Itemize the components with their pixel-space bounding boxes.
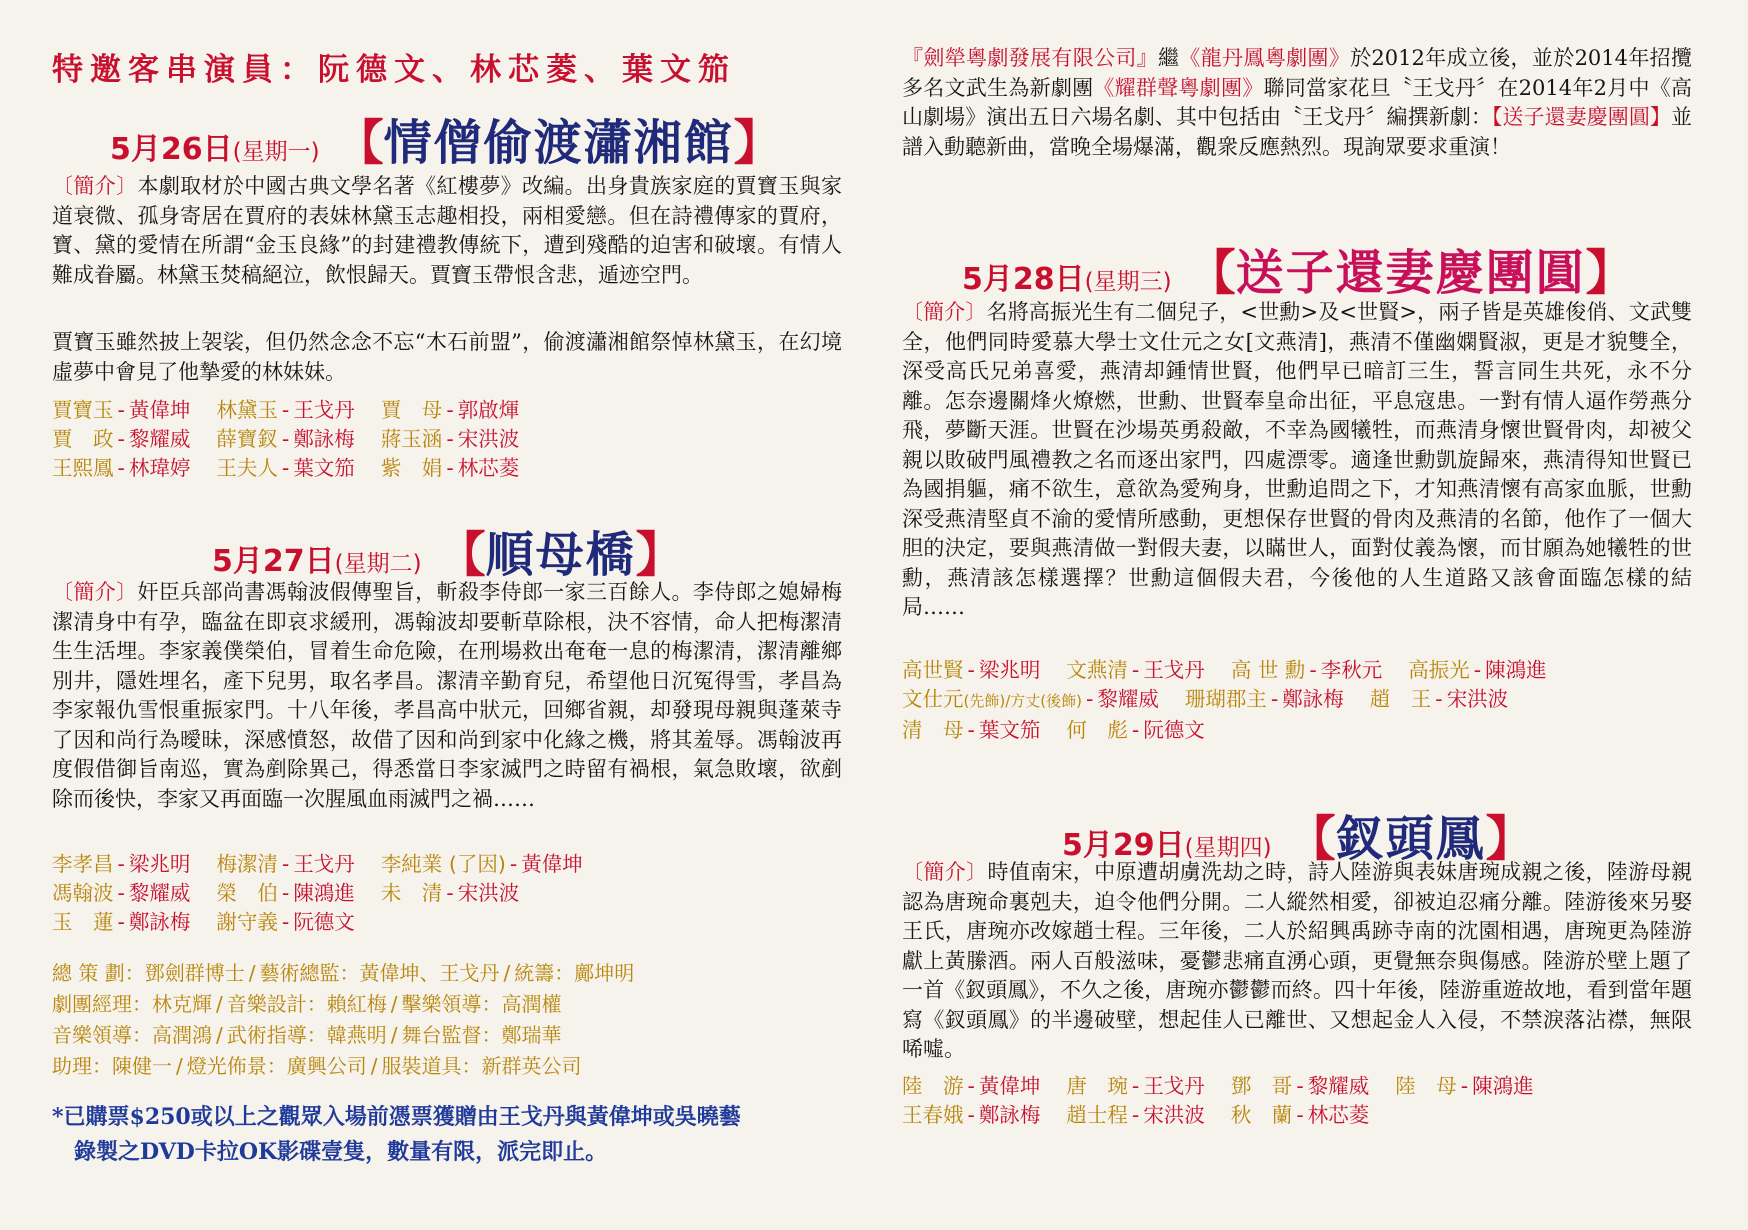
role-name: 何 彪 <box>1066 718 1128 742</box>
credit-value: 新群英公司 <box>481 1054 582 1078</box>
cast-entry <box>52 454 190 483</box>
intro-label: 〔簡介〕 <box>52 174 138 198</box>
dvd-gift-note <box>52 1100 842 1170</box>
dash-separator: - <box>967 1074 975 1098</box>
role-name: 未 清 <box>380 881 443 905</box>
role-name: 陸 游 <box>902 1074 964 1098</box>
role-name: 謝守義 <box>216 910 278 934</box>
cast-entry <box>381 454 519 483</box>
cast-entry <box>902 656 1040 685</box>
dash-separator: - <box>1131 1103 1140 1127</box>
cast-entry <box>1066 716 1204 745</box>
bracket-close: 】 <box>1585 245 1634 301</box>
role-name: 趙 王 <box>1369 687 1432 711</box>
dash-separator: - <box>446 427 454 451</box>
bracket-open: 【 <box>1187 245 1236 301</box>
cast-entry <box>902 1101 1040 1130</box>
role-name: 王夫人 <box>216 456 278 480</box>
cast-row <box>52 850 609 879</box>
credit-separator: / <box>176 1054 183 1078</box>
cast-entry <box>1370 685 1508 716</box>
actor-name: 梁兆明 <box>128 852 191 876</box>
show4-weekday: (星期四) <box>1184 835 1272 861</box>
credit-key: 音樂領導 <box>52 1023 132 1047</box>
actor-name: 黎耀威 <box>128 881 191 905</box>
cast-entry <box>1395 1072 1533 1101</box>
intro-label: 〔簡介〕 <box>52 580 138 604</box>
cast-entry <box>381 425 519 454</box>
cast-entry <box>216 425 354 454</box>
show3-weekday: (星期三) <box>1084 269 1172 295</box>
note-line2: 錄製之DVD卡拉OK影碟壹隻，數量有限，派完即止。 <box>74 1139 608 1165</box>
role-name: 賈 母 <box>380 398 443 422</box>
dash-separator: - <box>117 852 125 876</box>
credit-row <box>52 1020 842 1051</box>
credit-value: 鄺坤明 <box>574 961 635 985</box>
cast-entry <box>381 850 583 879</box>
actor-name: 葉文笳 <box>293 456 355 480</box>
credit-colon: ： <box>481 992 502 1016</box>
show2-synopsis <box>52 578 842 814</box>
dash-separator: - <box>967 718 975 742</box>
cast-row <box>902 1101 1560 1130</box>
show1-title: 情僧偷渡瀟湘館 <box>383 115 734 171</box>
cast-entry <box>381 396 519 425</box>
dash-separator: - <box>117 881 125 905</box>
credit-separator: / <box>390 992 398 1016</box>
credit-value: 高潤權 <box>501 992 562 1016</box>
guest-performers: 特邀客串演員：阮德文、林芯菱、葉文笳 <box>52 52 736 88</box>
show2-weekday: (星期二) <box>334 551 422 577</box>
production-credits <box>52 958 842 1082</box>
cast-row <box>902 656 1573 685</box>
credit-key: 服裝道具 <box>381 1054 462 1078</box>
credit-value: 賴紅梅 <box>326 992 387 1016</box>
credit-row <box>52 958 842 989</box>
actor-name: 鄭詠梅 <box>1282 687 1344 711</box>
actor-name: 王戈丹 <box>1143 658 1205 682</box>
cast-entry <box>1066 1101 1204 1130</box>
actor-name: 黎耀威 <box>1097 687 1159 711</box>
show1-para1: 本劇取材於中國古典文學名著《紅樓夢》改編。出身貴族家庭的賈寶玉與家道衰微、孤身寄居在賈府的表妹林黛玉志趣相投，兩相愛戀。但在詩禮傳家的賈府，寶、黛的愛情在所謂“金玉良緣”的封建禮教傳統下，遭到殘酷的迫害和破壞。有情人難成眷屬。林黛玉焚稿絕泣，飲恨歸天。賈寶玉帶恨含悲，遁迹空門。 <box>52 174 843 287</box>
dash-separator: - <box>281 910 290 934</box>
dash-separator: - <box>509 852 518 876</box>
show4-synopsis <box>902 858 1692 1065</box>
show3-synopsis <box>902 298 1692 623</box>
cast-entry <box>1231 656 1382 685</box>
credit-colon: ： <box>306 992 327 1016</box>
role-name: 王春娥 <box>902 1103 964 1127</box>
bracket-open: 【 <box>437 527 486 583</box>
actor-name: 陳鴻進 <box>293 881 355 905</box>
show2-para1: 奸臣兵部尚書馮翰波假傳聖旨，斬殺李侍郎一家三百餘人。李侍郎之媳婦梅潔清身中有孕，臨盆在即哀求緩刑，馮翰波却要斬草除根，決不容情，命人把梅潔清生生活埋。李家義僕榮伯，冒着生命危險，在刑場救出奄奄一息的梅潔清，潔清離鄉別井，隱姓埋名，產下兒男，取名孝昌。潔清辛勤育兒，希望他日沉冤得雪，孝昌為李家報仇雪恨重振家門。十八年後，孝昌高中狀元，回鄉省親，却發現母親與蓬萊寺了因和尚行為曖昧，深感憤怒，故借了因和尚到家中化緣之機，將其羞辱。馮翰波再度假借御旨南巡，實為剷除異己，得悉當日李家滅門之時留有禍根，氣急敗壞，欲剷除而後快，李家又再面臨一次腥風血雨滅門之禍…… <box>52 580 843 811</box>
company-paragraph <box>902 44 1692 162</box>
cast-entry <box>1066 1072 1204 1101</box>
dash-separator: - <box>446 456 454 480</box>
dash-separator: - <box>1435 687 1443 711</box>
role-name: 薛寶釵 <box>216 427 278 451</box>
credit-colon: ： <box>554 961 575 985</box>
cast-row <box>52 425 545 454</box>
actor-name: 陳鴻進 <box>1485 658 1547 682</box>
actor-name: 郭啟煇 <box>457 398 520 422</box>
actor-name: 林芯菱 <box>1307 1103 1370 1127</box>
cast-row <box>52 396 545 425</box>
credit-key: 助理 <box>52 1054 92 1078</box>
credit-separator: / <box>248 961 256 985</box>
credit-key: 統籌 <box>514 961 555 985</box>
cast-entry <box>1231 1072 1369 1101</box>
role-name: 林黛玉 <box>216 398 278 422</box>
credit-value: 韓燕明 <box>326 1023 387 1047</box>
cast-entry <box>1231 1101 1369 1130</box>
show2-date: 5月27日 <box>212 544 335 579</box>
role-note: (先飾)/方丈(後飾) <box>963 692 1082 710</box>
dash-separator: - <box>1270 687 1279 711</box>
actor-name: 王戈丹 <box>293 398 355 422</box>
role-name: 文燕清 <box>1066 658 1128 682</box>
role-name: 趙士程 <box>1066 1103 1128 1127</box>
dash-separator: - <box>967 658 975 682</box>
credit-colon: ： <box>266 1054 287 1078</box>
role-name: 蔣玉涵 <box>380 427 443 451</box>
actor-name: 李秋元 <box>1320 658 1383 682</box>
dash-separator: - <box>1309 658 1317 682</box>
credit-separator: / <box>503 961 511 985</box>
note-line1: *已購票$250或以上之觀眾入場前憑票獲贈由王戈丹與黃偉坤或吳曉藝 <box>52 1104 741 1130</box>
cast-entry <box>902 716 1040 745</box>
actor-name: 黃偉坤 <box>128 398 191 422</box>
show3-title: 送子還妻慶團圓 <box>1235 245 1586 301</box>
credit-separator: / <box>216 992 223 1016</box>
show4-para1: 時值南宋，中原遭胡虜洗劫之時，詩人陸游與表妹唐琬成親之後，陸游母親認為唐琬命裏剋夫，迫令他們分開。二人縱然相愛，卻被迫忍痛分離。陸游後來另娶王氏，唐琬亦改嫁趙士程。三年後，二人於紹興禹跡寺南的沈園相遇，唐琬更為陸游獻上黃縢酒。兩人百般滋味，憂鬱悲痛直湧心頭，更覺無奈與傷感。陸游於壁上題了一首《釵頭鳳》，不久之後，唐琬亦鬱鬱而終。四十年後，陸游重遊故地，看到當年題寫《釵頭鳳》的半邊破壁，想起佳人已離世、又想起金人入侵，不禁淚落沾襟，無限唏噓。 <box>902 860 1693 1061</box>
role-name: 榮 伯 <box>216 881 278 905</box>
credit-row <box>52 989 842 1020</box>
credit-value: 黃偉坤、王戈丹 <box>359 961 500 985</box>
show1-weekday: (星期一) <box>232 139 320 165</box>
role-name: 清 母 <box>902 718 964 742</box>
show2-header <box>212 516 684 585</box>
cast-row <box>902 1072 1560 1101</box>
dash-separator: - <box>1296 1103 1304 1127</box>
role-name: 高世賢 <box>902 658 964 682</box>
cast-entry <box>216 908 354 937</box>
actor-name: 黎耀威 <box>128 427 191 451</box>
cast-entry <box>1185 685 1344 716</box>
intro-label: 〔簡介〕 <box>902 300 987 324</box>
company-text: 並譜入動聽新曲，當晚全場爆滿，觀衆反應熱烈。現詢眾要求重演！ <box>902 105 1692 159</box>
show4-date: 5月29日 <box>1062 828 1185 863</box>
credit-colon: ： <box>132 1023 152 1047</box>
credit-colon: ： <box>92 1054 112 1078</box>
dash-separator: - <box>1460 1074 1469 1098</box>
dash-separator: - <box>117 427 125 451</box>
bracket-close: 】 <box>635 527 684 583</box>
bracket-close: 】 <box>733 115 782 171</box>
role-name: 唐 琬 <box>1066 1074 1128 1098</box>
cast-entry <box>52 425 190 454</box>
show3-header <box>962 234 1634 303</box>
cast-entry <box>1408 656 1546 685</box>
actor-name: 黎耀威 <box>1307 1074 1370 1098</box>
show1-date: 5月26日 <box>110 132 233 167</box>
cast-entry <box>52 850 190 879</box>
cast-row <box>52 879 609 908</box>
role-name: 高振光 <box>1408 658 1470 682</box>
show1-cast <box>52 396 545 483</box>
role-name: 賈 政 <box>52 427 114 451</box>
show4-title: 釵頭鳳 <box>1335 811 1486 867</box>
actor-name: 阮德文 <box>293 910 355 934</box>
cast-entry <box>902 685 1159 716</box>
cast-entry <box>52 879 190 908</box>
company-name: 『劍犖粵劇發展有限公司』 <box>902 46 1159 70</box>
actor-name: 葉文笳 <box>978 718 1041 742</box>
cast-entry <box>1066 656 1204 685</box>
actor-name: 宋洪波 <box>1143 1103 1205 1127</box>
dash-separator: - <box>1296 1074 1304 1098</box>
credit-key: 舞台監督 <box>401 1023 482 1047</box>
dash-separator: - <box>117 910 125 934</box>
dash-separator: - <box>117 398 125 422</box>
credit-key: 音樂設計 <box>226 992 307 1016</box>
cast-entry <box>216 850 354 879</box>
actor-name: 王戈丹 <box>293 852 355 876</box>
company-text: 於2012年成立後，並於2014年招攬多名文武生為新劇團 <box>902 46 1693 100</box>
actor-name: 阮德文 <box>1143 718 1205 742</box>
bracket-open: 【 <box>335 115 384 171</box>
credit-value: 廣興公司 <box>286 1054 367 1078</box>
intro-label: 〔簡介〕 <box>902 860 988 884</box>
dash-separator: - <box>281 852 290 876</box>
credit-separator: / <box>390 1023 398 1047</box>
dash-separator: - <box>117 456 125 480</box>
credit-value: 鄭瑞華 <box>501 1023 562 1047</box>
role-name: 賈寶玉 <box>52 398 114 422</box>
actor-name: 鄭詠梅 <box>293 427 355 451</box>
show3-date: 5月28日 <box>962 262 1085 297</box>
credit-key: 總 策 劃 <box>52 961 125 985</box>
credit-colon: ： <box>132 992 152 1016</box>
credit-separator: / <box>370 1054 378 1078</box>
credit-value: 陳健一 <box>112 1054 172 1078</box>
role-name: 王熙鳳 <box>52 456 114 480</box>
dash-separator: - <box>1131 1074 1140 1098</box>
show2-cast <box>52 850 609 937</box>
dash-separator: - <box>281 427 290 451</box>
credit-colon: ： <box>124 961 145 985</box>
role-name: 梅潔清 <box>216 852 278 876</box>
actor-name: 陳鴻進 <box>1472 1074 1534 1098</box>
actor-name: 宋洪波 <box>1446 687 1509 711</box>
cast-entry <box>216 396 354 425</box>
actor-name: 鄭詠梅 <box>128 910 191 934</box>
role-name: 文仕元 <box>902 687 964 711</box>
credit-key: 擊樂領導 <box>401 992 482 1016</box>
actor-name: 黃偉坤 <box>521 852 583 876</box>
credit-key: 燈光佈景 <box>186 1054 267 1078</box>
credit-row <box>52 1051 842 1082</box>
credit-colon: ： <box>306 1023 327 1047</box>
dash-separator: - <box>446 398 454 422</box>
cast-row <box>902 685 1573 716</box>
credit-key: 藝術總監 <box>259 961 340 985</box>
bracket-close: 】 <box>1485 811 1534 867</box>
role-name: 高 世 勳 <box>1230 658 1306 682</box>
role-name: 珊瑚郡主 <box>1184 687 1267 711</box>
troupe-name-1: 《龍丹鳳粵劇團》 <box>1179 46 1351 70</box>
dash-separator: - <box>1473 658 1482 682</box>
actor-name: 王戈丹 <box>1143 1074 1205 1098</box>
show1-header <box>110 104 782 173</box>
new-play-title: 【送子還妻慶團圓】 <box>1491 105 1671 129</box>
company-text: 聯同當家花旦〝王戈丹〞在2014年2月中《高山劇場》演出五日六場名劇、其中包括由〝王戈丹〞編撰新劇： <box>902 75 1693 129</box>
troupe-name-2: 《耀群聲粵劇團》 <box>1093 75 1264 100</box>
show2-title: 順母橋 <box>485 527 636 583</box>
dash-separator: - <box>446 881 454 905</box>
dash-separator: - <box>1131 718 1140 742</box>
credit-key: 劇團經理 <box>52 992 132 1016</box>
show3-para1: 名將高振光生有二個兒子，<世勳>及<世賢>，兩子皆是英雄俊俏、文武雙全，他們同時愛慕大學士文仕元之女[文燕清]，燕清不僅幽嫻賢淑，更是才貌雙全，深受高氏兄弟喜愛，燕清却鍾情世賢，他們早已暗訂三生，誓言同生共死，永不分離。怎奈邊關烽火燎燃，世勳、世賢奉皇命出征，平息寇患。一對有情人逼作勞燕分飛，夢斷天涯。世賢在沙場英勇殺敵，不幸為國犧牲，而燕清身懷世賢骨肉，却被父親以敗破門風禮教之名而逐出家門，四處漂零。適逢世勳凱旋歸來，燕清得知世賢已為國捐軀，痛不欲生，意欲為愛殉身，世勳追問之下，才知燕清懷有高家血脈，世勳深受燕清堅貞不渝的愛情所感動，更想保存世賢的骨肉及燕清的名節，他作了一個大胆的決定，要與燕清做一對假夫妻，以瞞世人，面對仗義為懷，而甘願為她犧牲的世勳，燕清該怎樣選擇？世勳這個假夫君，今後他的人生道路又該會面臨怎樣的結局…… <box>902 300 1692 619</box>
role-name: 李孝昌 <box>52 852 114 876</box>
show4-cast <box>902 1072 1560 1130</box>
cast-entry <box>216 454 354 483</box>
role-name: 玉 蓮 <box>52 910 114 934</box>
dash-separator: - <box>281 398 290 422</box>
credit-colon: ： <box>481 1023 502 1047</box>
cast-row <box>902 716 1573 745</box>
credit-key: 武術指導 <box>226 1023 307 1047</box>
show1-synopsis <box>52 172 842 290</box>
role-name: 鄧 哥 <box>1230 1074 1293 1098</box>
dash-separator: - <box>967 1103 975 1127</box>
company-text: 繼 <box>1158 46 1180 70</box>
role-name: 紫 娟 <box>380 456 443 480</box>
actor-name: 鄭詠梅 <box>978 1103 1041 1127</box>
credit-colon: ： <box>339 961 360 985</box>
actor-name: 梁兆明 <box>978 658 1041 682</box>
role-name: 馮翰波 <box>52 881 114 905</box>
credit-colon: ： <box>461 1054 482 1078</box>
actor-name: 宋洪波 <box>457 881 520 905</box>
cast-entry <box>52 396 190 425</box>
cast-entry <box>902 1072 1040 1101</box>
cast-entry <box>52 908 190 937</box>
credit-value: 高潤鴻 <box>152 1023 212 1047</box>
dash-separator: - <box>281 881 290 905</box>
cast-row <box>52 454 545 483</box>
cast-entry <box>216 879 354 908</box>
actor-name: 宋洪波 <box>457 427 520 451</box>
actor-name: 黃偉坤 <box>978 1074 1041 1098</box>
role-name: 陸 母 <box>1395 1074 1457 1098</box>
show1-para2: 賈寶玉雖然披上袈裟，但仍然念念不忘“木石前盟”，偷渡瀟湘館祭悼林黛玉，在幻境虛夢中會見了他摯愛的林妹妹。 <box>52 330 842 384</box>
credit-separator: / <box>216 1023 223 1047</box>
credit-value: 鄧劍群博士 <box>144 961 245 985</box>
actor-name: 林芯菱 <box>457 456 520 480</box>
cast-entry <box>381 879 519 908</box>
show3-cast <box>902 656 1573 745</box>
role-name: 秋 蘭 <box>1230 1103 1293 1127</box>
role-name: 李純業 (了因) <box>380 852 506 876</box>
dash-separator: - <box>281 456 290 480</box>
bracket-open: 【 <box>1287 811 1336 867</box>
dash-separator: - <box>1085 687 1094 711</box>
actor-name: 林瑋婷 <box>128 456 191 480</box>
credit-value: 林克輝 <box>152 992 212 1016</box>
cast-row <box>52 908 609 937</box>
dash-separator: - <box>1131 658 1140 682</box>
